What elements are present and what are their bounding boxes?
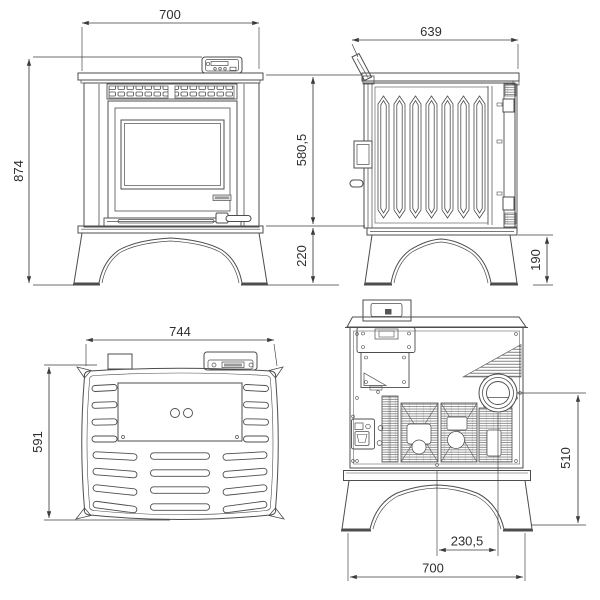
rear-flue-outlet	[479, 374, 517, 412]
dim-side-depth	[352, 24, 518, 40]
dim-side-plinth-height	[294, 228, 313, 283]
corner-ear	[76, 508, 91, 519]
top-rear-stub	[108, 354, 132, 369]
top-body-outline	[76, 367, 284, 520]
side-rear-pipe	[350, 180, 363, 187]
dim-label-rear-width: 700	[422, 560, 444, 576]
dim-label-front-width: 700	[159, 7, 181, 22]
rear-top-cap	[345, 317, 528, 328]
dim-label-side-body-height: 580,5	[294, 133, 309, 167]
front-top-plate	[78, 73, 263, 83]
dim-label-side-leg-clearance: 190	[528, 249, 543, 271]
top-access-panel	[118, 383, 242, 441]
rear-power-inlet	[352, 419, 383, 462]
dim-side-leg-clearance	[528, 237, 547, 283]
dim-front-height	[11, 59, 29, 283]
dim-top-depth	[30, 367, 49, 518]
dim-label-rear-flue-offset: 230,5	[450, 533, 484, 549]
side-view	[350, 54, 519, 285]
dim-front-width	[82, 7, 259, 23]
front-control-panel	[202, 57, 242, 73]
dim-label-top-depth: 591	[30, 431, 45, 453]
front-top-grille	[107, 84, 237, 99]
front-door-glass	[121, 120, 224, 189]
rear-corner-grille	[463, 345, 521, 378]
side-base-plate	[367, 228, 517, 235]
dim-label-rear-flue-height: 510	[558, 447, 573, 469]
dim-label-side-plinth-height: 220	[294, 245, 309, 267]
hinge-block-bottom	[503, 197, 514, 210]
dim-rear-width	[350, 561, 523, 578]
hinge-block-top	[503, 99, 514, 112]
front-door-handle	[216, 213, 251, 223]
dim-rear-flue-offset	[439, 534, 496, 551]
dim-rear-flue-height	[558, 395, 578, 523]
dim-label-top-width: 744	[169, 324, 191, 339]
front-legs	[73, 233, 268, 285]
front-view	[73, 57, 268, 285]
top-view	[76, 352, 284, 520]
rear-hopper-lid	[363, 300, 411, 321]
dim-label-side-depth: 639	[420, 24, 442, 39]
side-junction-box	[354, 141, 372, 168]
front-door	[108, 101, 237, 218]
top-control-panel	[204, 352, 257, 370]
dim-top-width	[86, 324, 274, 340]
dim-label-front-height: 874	[11, 160, 26, 182]
dim-side-body-height	[294, 77, 313, 224]
side-front-edge	[488, 84, 517, 227]
rear-backing-plate	[361, 353, 409, 391]
front-door-badge	[213, 195, 231, 201]
dimensions	[11, 7, 586, 581]
side-ribbed-panel	[375, 87, 488, 223]
corner-ear	[269, 508, 284, 519]
side-legs	[364, 235, 518, 285]
side-open-lid	[352, 54, 374, 85]
front-body	[84, 83, 259, 227]
